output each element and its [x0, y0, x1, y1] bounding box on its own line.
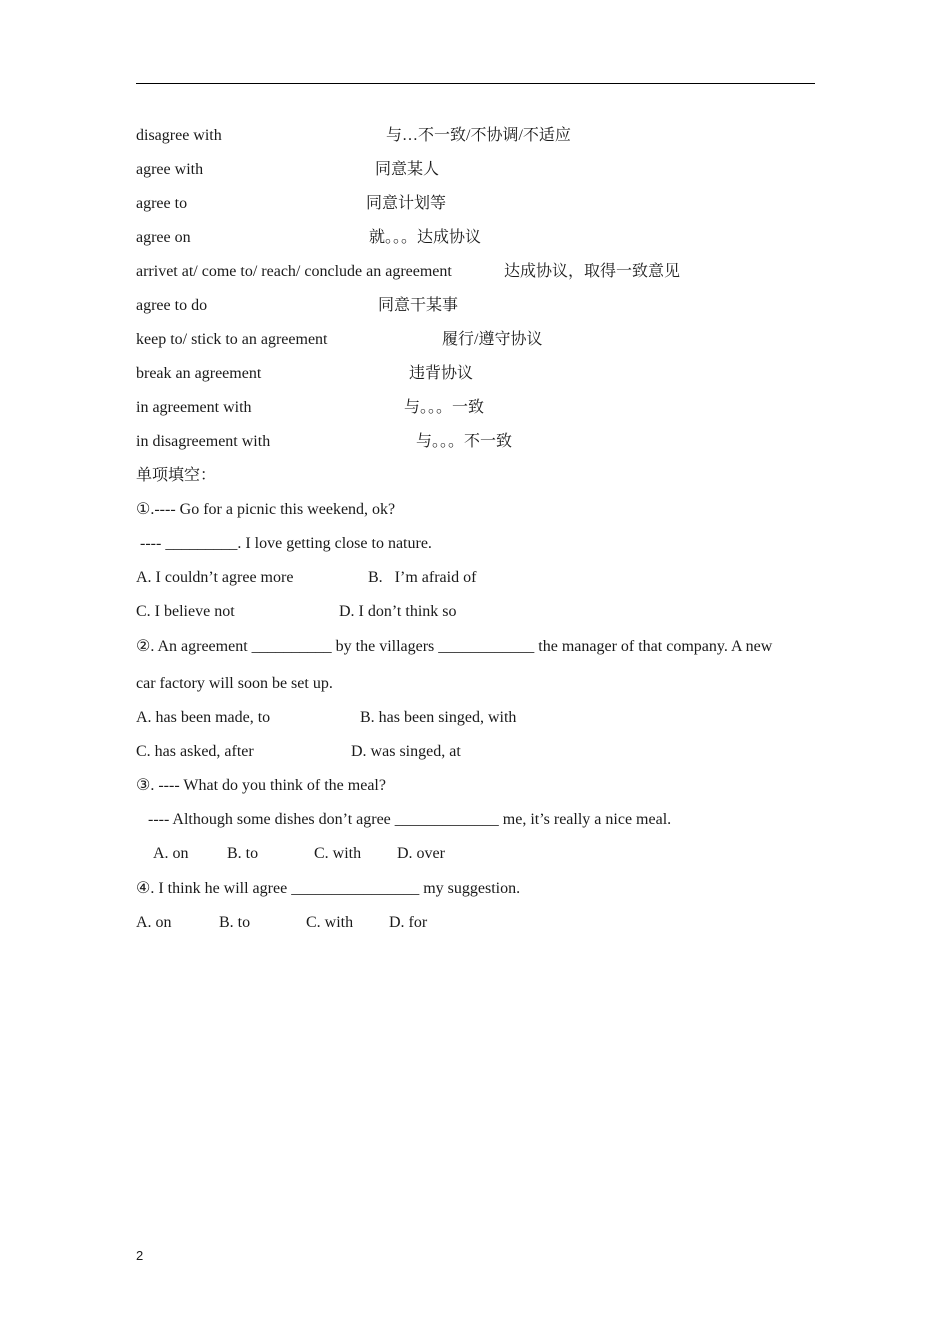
option-b: B. to	[219, 914, 251, 931]
vocab-meaning: 同意某人	[375, 161, 440, 178]
vocab-term: break an agreement	[136, 365, 262, 382]
question-stem: ③. ---- What do you think of the meal?	[136, 777, 386, 794]
vocab-meaning: 与…不一致/不协调/不适应	[386, 127, 571, 144]
option-b: B. has been singed, with	[360, 709, 517, 726]
option-b: B. to	[227, 845, 259, 862]
vocab-meaning: 履行/遵守协议	[442, 331, 543, 348]
vocab-meaning: 同意计划等	[366, 195, 447, 212]
page-number: 2	[136, 1248, 144, 1263]
section-title: 单项填空：	[136, 467, 217, 484]
vocab-term: disagree with	[136, 127, 222, 144]
question-stem: ①.---- Go for a picnic this weekend, ok?	[136, 501, 396, 518]
option-d: D. was singed, at	[351, 743, 461, 760]
vocab-term: agree with	[136, 161, 204, 178]
header-rule	[136, 83, 815, 84]
vocab-term: arrivet at/ come to/ reach/ conclude an agreement	[136, 263, 452, 280]
option-c: C. with	[306, 914, 354, 931]
option-a: A. I couldn’t agree more	[136, 569, 294, 586]
option-d: D. I don’t think so	[339, 603, 457, 620]
vocab-term: agree to do	[136, 297, 208, 314]
option-a: A. on	[136, 914, 172, 931]
option-a: A. on	[153, 845, 189, 862]
question-reply: ---- Although some dishes don’t agree _____________ me, it’s really a nice meal.	[148, 811, 672, 828]
question-stem: ②. An agreement __________ by the villagers ____________ the manager of that company. A new	[136, 638, 773, 655]
vocab-meaning: 达成协议，取得一致意见	[504, 263, 681, 280]
option-row	[136, 912, 428, 1022]
question-stem-continued: car factory will soon be set up.	[136, 675, 333, 692]
vocab-term: agree on	[136, 229, 191, 246]
option-c: C. has asked, after	[136, 743, 254, 760]
option-d: D. over	[397, 845, 445, 862]
vocab-meaning: 与。。。不一致	[416, 433, 513, 450]
vocab-meaning: 与。。。一致	[404, 399, 485, 416]
question-reply: ---- _________. I love getting close to nature.	[136, 535, 432, 552]
vocab-term: keep to/ stick to an agreement	[136, 331, 328, 348]
vocab-term: in disagreement with	[136, 433, 271, 450]
vocab-meaning: 就。。。达成协议	[369, 229, 482, 246]
vocab-term: agree to	[136, 195, 188, 212]
vocab-meaning: 违背协议	[409, 365, 474, 382]
option-c: C. with	[314, 845, 362, 862]
option-b: B. I’m afraid of	[368, 569, 477, 586]
option-c: C. I believe not	[136, 603, 235, 620]
option-d: D. for	[389, 914, 428, 931]
vocab-term: in agreement with	[136, 399, 252, 416]
question-stem: ④. I think he will agree ________________ my suggestion.	[136, 880, 521, 897]
option-a: A. has been made, to	[136, 709, 271, 726]
vocab-meaning: 同意干某事	[378, 297, 459, 314]
